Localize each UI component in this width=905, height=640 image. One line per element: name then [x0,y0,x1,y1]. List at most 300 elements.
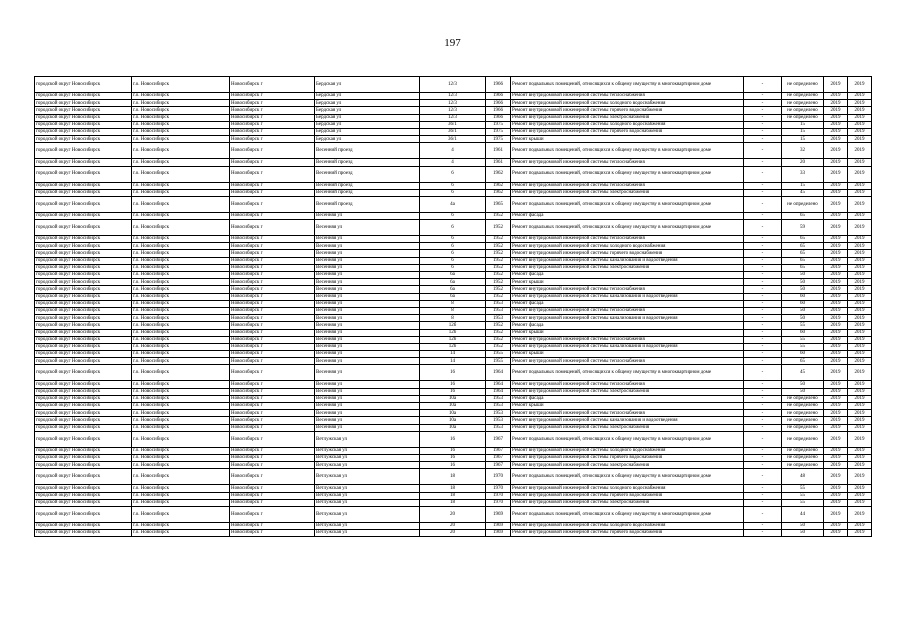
cell-dash: - [744,159,782,166]
cell-street: Весенняя ул [315,243,420,250]
cell-work-type: Ремонт подвальных помещений, относящихся к общему имуществу в многоквартирном доме [511,469,744,485]
cell-cost: 65 [782,243,824,250]
cell-house-number: 36/1 [420,121,486,128]
cell-house-number: 16 [420,447,486,454]
cell-house-number: 12/3 [420,93,486,100]
cell-district: г.о. Новосибирск [132,143,230,159]
cell-street: Весенний проезд [315,166,420,182]
cell-work-type: Ремонт внутридомовой инженерной системы холодного водоснабжения [511,485,744,492]
table-row [35,469,872,485]
cell-dash: - [744,286,782,293]
cell-house-number: 4 [420,159,486,166]
cell-municipality: городской округ Новосибирск [35,365,132,381]
cell-house-number: 6 [420,243,486,250]
cell-plan-start: 2019 [824,166,848,182]
cell-plan-end: 2019 [848,182,872,189]
cell-city: Новосибирск г [230,114,315,121]
cell-municipality: городской округ Новосибирск [35,236,132,243]
cell-city: Новосибирск г [230,381,315,388]
cell-plan-start: 2019 [824,351,848,358]
cell-district: г.о. Новосибирск [132,250,230,257]
cell-street: Весенняя ул [315,388,420,395]
cell-city: Новосибирск г [230,220,315,236]
cell-dash: - [744,454,782,461]
cell-plan-start: 2019 [824,336,848,343]
cell-city: Новосибирск г [230,365,315,381]
cell-district: г.о. Новосибирск [132,77,230,93]
cell-build-year: 1955 [486,351,511,358]
table-row [35,506,872,522]
cell-city: Новосибирск г [230,293,315,300]
cell-work-type: Ремонт внутридомовой инженерной системы теплоснабжения [511,358,744,365]
cell-street: Весенняя ул [315,286,420,293]
table-row [35,189,872,196]
cell-work-type: Ремонт внутридомовой инженерной системы канализования и водоотведения [511,315,744,322]
cell-street: Весенняя ул [315,279,420,286]
cell-dash: - [744,431,782,447]
cell-plan-end: 2019 [848,100,872,107]
cell-dash: - [744,365,782,381]
cell-city: Новосибирск г [230,189,315,196]
cell-city: Новосибирск г [230,143,315,159]
cell-plan-end: 2019 [848,358,872,365]
cell-city: Новосибирск г [230,236,315,243]
cell-cost: 33 [782,166,824,182]
cell-work-type: Ремонт внутридомовой инженерной системы горячего водоснабжения [511,454,744,461]
table-row [35,307,872,314]
cell-plan-start: 2019 [824,212,848,219]
cell-dash: - [744,128,782,135]
cell-district: г.о. Новосибирск [132,93,230,100]
cell-plan-end: 2019 [848,336,872,343]
cell-street: Весенняя ул [315,381,420,388]
cell-street: Бердская ул [315,121,420,128]
cell-plan-end: 2019 [848,395,872,402]
cell-street: Бердская ул [315,77,420,93]
cell-work-type: Ремонт подвальных помещений, относящихся к общему имуществу в многоквартирном доме [511,143,744,159]
cell-district: г.о. Новосибирск [132,454,230,461]
table-row [35,315,872,322]
cell-city: Новосибирск г [230,485,315,492]
cell-work-type: Ремонт внутридомовой инженерной системы теплоснабжения [511,159,744,166]
cell-street: Бердская ул [315,100,420,107]
cell-street: Ветлужская ул [315,499,420,506]
cell-district: г.о. Новосибирск [132,506,230,522]
cell-municipality: городской округ Новосибирск [35,128,132,135]
cell-cost: не определено [782,196,824,212]
cell-house-number: 6 [420,264,486,271]
cell-district: г.о. Новосибирск [132,100,230,107]
cell-plan-start: 2019 [824,329,848,336]
cell-cost: 32 [782,143,824,159]
cell-house-number: 12/3 [420,100,486,107]
cell-dash: - [744,220,782,236]
cell-house-number: 6а [420,293,486,300]
cell-house-number: 12/3 [420,114,486,121]
cell-build-year: 1953 [486,307,511,314]
cell-street: Ветлужская ул [315,530,420,537]
cell-plan-start: 2019 [824,454,848,461]
cell-dash: - [744,307,782,314]
cell-house-number: 10а [420,410,486,417]
cell-plan-end: 2019 [848,381,872,388]
cell-district: г.о. Новосибирск [132,424,230,431]
cell-dash: - [744,300,782,307]
cell-street: Весенняя ул [315,322,420,329]
cell-house-number: 6 [420,212,486,219]
cell-plan-start: 2019 [824,257,848,264]
table-row [35,279,872,286]
table-row [35,293,872,300]
cell-house-number: 6а [420,279,486,286]
table-row [35,264,872,271]
cell-build-year: 1970 [486,485,511,492]
table-row [35,522,872,529]
cell-district: г.о. Новосибирск [132,499,230,506]
cell-district: г.о. Новосибирск [132,166,230,182]
cell-street: Весенний проезд [315,143,420,159]
cell-build-year: 1953 [486,395,511,402]
cell-work-type: Ремонт подвальных помещений, относящихся к общему имуществу в многоквартирном доме [511,506,744,522]
cell-plan-end: 2019 [848,300,872,307]
cell-district: г.о. Новосибирск [132,196,230,212]
cell-city: Новосибирск г [230,424,315,431]
cell-plan-start: 2019 [824,307,848,314]
cell-plan-start: 2019 [824,272,848,279]
cell-city: Новосибирск г [230,522,315,529]
cell-municipality: городской округ Новосибирск [35,530,132,537]
cell-municipality: городской округ Новосибирск [35,447,132,454]
cell-cost: 59 [782,220,824,236]
cell-city: Новосибирск г [230,462,315,469]
cell-cost: 15 [782,136,824,143]
cell-build-year: 1969 [486,530,511,537]
cell-dash: - [744,322,782,329]
cell-build-year: 1970 [486,499,511,506]
cell-city: Новосибирск г [230,469,315,485]
cell-plan-end: 2019 [848,143,872,159]
cell-build-year: 1953 [486,300,511,307]
cell-district: г.о. Новосибирск [132,114,230,121]
cell-house-number: 6 [420,250,486,257]
cell-municipality: городской округ Новосибирск [35,343,132,350]
cell-work-type: Ремонт фасада [511,322,744,329]
table-row [35,128,872,135]
cell-city: Новосибирск г [230,93,315,100]
cell-dash: - [744,243,782,250]
cell-house-number: 16 [420,462,486,469]
table-row [35,454,872,461]
cell-build-year: 1975 [486,121,511,128]
cell-plan-start: 2019 [824,485,848,492]
cell-city: Новосибирск г [230,447,315,454]
cell-plan-start: 2019 [824,365,848,381]
cell-street: Бердская ул [315,136,420,143]
cell-work-type: Ремонт внутридомовой инженерной системы канализования и водоотведения [511,257,744,264]
cell-house-number: 16 [420,454,486,461]
table-row [35,424,872,431]
cell-plan-end: 2019 [848,506,872,522]
cell-build-year: 1952 [486,272,511,279]
table-row [35,93,872,100]
cell-city: Новосибирск г [230,499,315,506]
cell-district: г.о. Новосибирск [132,351,230,358]
cell-plan-end: 2019 [848,454,872,461]
cell-plan-end: 2019 [848,212,872,219]
cell-work-type: Ремонт внутридомовой инженерной системы теплоснабжения [511,286,744,293]
cell-dash: - [744,196,782,212]
cell-municipality: городской округ Новосибирск [35,358,132,365]
cell-house-number: 6 [420,236,486,243]
cell-house-number: 4 [420,143,486,159]
cell-city: Новосибирск г [230,431,315,447]
cell-build-year: 1952 [486,257,511,264]
cell-municipality: городской округ Новосибирск [35,159,132,166]
cell-build-year: 1962 [486,182,511,189]
cell-street: Весенняя ул [315,257,420,264]
table-row [35,300,872,307]
cell-plan-start: 2019 [824,492,848,499]
cell-cost: не определено [782,410,824,417]
cell-dash: - [744,107,782,114]
cell-street: Ветлужская ул [315,469,420,485]
cell-build-year: 1953 [486,315,511,322]
cell-house-number: 20 [420,506,486,522]
cell-city: Новосибирск г [230,272,315,279]
cell-district: г.о. Новосибирск [132,136,230,143]
table-row [35,143,872,159]
table-row [35,250,872,257]
cell-plan-start: 2019 [824,107,848,114]
cell-house-number: 20 [420,530,486,537]
cell-district: г.о. Новосибирск [132,236,230,243]
cell-house-number: 8 [420,300,486,307]
cell-dash: - [744,329,782,336]
cell-district: г.о. Новосибирск [132,530,230,537]
cell-cost: 55 [782,343,824,350]
cell-municipality: городской округ Новосибирск [35,403,132,410]
cell-plan-start: 2019 [824,100,848,107]
cell-street: Весенняя ул [315,417,420,424]
cell-plan-end: 2019 [848,257,872,264]
cell-street: Весенний проезд [315,189,420,196]
cell-house-number: 18 [420,499,486,506]
cell-city: Новосибирск г [230,307,315,314]
cell-dash: - [744,315,782,322]
cell-cost: 20 [782,159,824,166]
cell-city: Новосибирск г [230,243,315,250]
cell-plan-start: 2019 [824,522,848,529]
cell-city: Новосибирск г [230,264,315,271]
cell-cost: 50 [782,522,824,529]
table-row [35,492,872,499]
cell-plan-end: 2019 [848,530,872,537]
cell-dash: - [744,469,782,485]
cell-street: Бердская ул [315,93,420,100]
cell-cost: 50 [782,279,824,286]
table-row [35,136,872,143]
cell-plan-start: 2019 [824,315,848,322]
cell-dash: - [744,236,782,243]
cell-work-type: Ремонт внутридомовой инженерной системы теплоснабжения [511,381,744,388]
table-row [35,447,872,454]
cell-cost: не определено [782,77,824,93]
cell-build-year: 1964 [486,381,511,388]
cell-plan-end: 2019 [848,243,872,250]
cell-municipality: городской округ Новосибирск [35,492,132,499]
cell-dash: - [744,250,782,257]
cell-cost: не определено [782,107,824,114]
cell-plan-end: 2019 [848,189,872,196]
cell-dash: - [744,358,782,365]
cell-plan-start: 2019 [824,236,848,243]
cell-work-type: Ремонт подвальных помещений, относящихся к общему имуществу в многоквартирном доме [511,220,744,236]
cell-work-type: Ремонт внутридомовой инженерной системы электроснабжения [511,499,744,506]
cell-municipality: городской округ Новосибирск [35,182,132,189]
cell-plan-start: 2019 [824,114,848,121]
cell-plan-start: 2019 [824,388,848,395]
cell-work-type: Ремонт внутридомовой инженерной системы электроснабжения [511,114,744,121]
cell-build-year: 1952 [486,264,511,271]
table-row [35,243,872,250]
cell-plan-start: 2019 [824,250,848,257]
cell-work-type: Ремонт внутридомовой инженерной системы электроснабжения [511,189,744,196]
cell-cost: 55 [782,492,824,499]
cell-cost: 15 [782,182,824,189]
cell-cost: 50 [782,307,824,314]
cell-cost: 55 [782,499,824,506]
cell-work-type: Ремонт фасада [511,300,744,307]
cell-build-year: 1964 [486,365,511,381]
cell-dash: - [744,121,782,128]
cell-build-year: 1966 [486,114,511,121]
table-row [35,166,872,182]
cell-street: Весенняя ул [315,264,420,271]
cell-cost: не определено [782,93,824,100]
cell-municipality: городской округ Новосибирск [35,243,132,250]
cell-house-number: 6 [420,189,486,196]
cell-build-year: 1975 [486,128,511,135]
cell-plan-end: 2019 [848,279,872,286]
cell-street: Весенний проезд [315,182,420,189]
cell-dash: - [744,499,782,506]
cell-cost: 65 [782,212,824,219]
cell-street: Весенняя ул [315,329,420,336]
cell-municipality: городской округ Новосибирск [35,485,132,492]
cell-district: г.о. Новосибирск [132,293,230,300]
table-row [35,365,872,381]
cell-city: Новосибирск г [230,250,315,257]
cell-plan-end: 2019 [848,447,872,454]
cell-work-type: Ремонт внутридомовой инженерной системы холодного водоснабжения [511,100,744,107]
cell-dash: - [744,272,782,279]
cell-build-year: 1953 [486,417,511,424]
cell-municipality: городской округ Новосибирск [35,286,132,293]
cell-municipality: городской округ Новосибирск [35,257,132,264]
cell-district: г.о. Новосибирск [132,462,230,469]
cell-plan-start: 2019 [824,395,848,402]
cell-plan-start: 2019 [824,358,848,365]
cell-plan-start: 2019 [824,300,848,307]
cell-city: Новосибирск г [230,257,315,264]
cell-cost: не определено [782,454,824,461]
cell-house-number: 8 [420,307,486,314]
cell-plan-end: 2019 [848,351,872,358]
cell-district: г.о. Новосибирск [132,417,230,424]
cell-plan-end: 2019 [848,388,872,395]
cell-municipality: городской округ Новосибирск [35,293,132,300]
table-row [35,159,872,166]
cell-district: г.о. Новосибирск [132,159,230,166]
cell-house-number: 6а [420,286,486,293]
cell-district: г.о. Новосибирск [132,322,230,329]
cell-cost: 44 [782,506,824,522]
cell-house-number: 12б [420,329,486,336]
cell-municipality: городской округ Новосибирск [35,143,132,159]
cell-dash: - [744,93,782,100]
table-row [35,322,872,329]
cell-cost: 50 [782,381,824,388]
table-row [35,417,872,424]
cell-work-type: Ремонт внутридомовой инженерной системы канализования и водоотведения [511,293,744,300]
cell-street: Весенний проезд [315,159,420,166]
cell-plan-start: 2019 [824,143,848,159]
table-row [35,77,872,93]
cell-plan-start: 2019 [824,417,848,424]
table-row [35,236,872,243]
cell-plan-start: 2019 [824,462,848,469]
cell-cost: не определено [782,417,824,424]
cell-plan-end: 2019 [848,403,872,410]
cell-plan-start: 2019 [824,381,848,388]
cell-city: Новосибирск г [230,403,315,410]
cell-municipality: городской округ Новосибирск [35,315,132,322]
cell-district: г.о. Новосибирск [132,243,230,250]
cell-work-type: Ремонт внутридомовой инженерной системы холодного водоснабжения [511,121,744,128]
cell-plan-start: 2019 [824,182,848,189]
cell-district: г.о. Новосибирск [132,395,230,402]
cell-build-year: 1952 [486,343,511,350]
cell-build-year: 1952 [486,329,511,336]
cell-work-type: Ремонт фасада [511,272,744,279]
cell-district: г.о. Новосибирск [132,381,230,388]
table-row [35,358,872,365]
cell-house-number: 4а [420,196,486,212]
cell-house-number: 18 [420,485,486,492]
cell-plan-end: 2019 [848,417,872,424]
cell-cost: 45 [782,189,824,196]
cell-work-type: Ремонт внутридомовой инженерной системы теплоснабжения [511,336,744,343]
cell-build-year: 1952 [486,212,511,219]
cell-plan-start: 2019 [824,343,848,350]
cell-cost: 15 [782,128,824,135]
cell-municipality: городской округ Новосибирск [35,454,132,461]
cell-house-number: 36/1 [420,136,486,143]
cell-plan-end: 2019 [848,128,872,135]
cell-municipality: городской округ Новосибирск [35,107,132,114]
cell-dash: - [744,506,782,522]
cell-municipality: городской округ Новосибирск [35,264,132,271]
cell-street: Весенняя ул [315,293,420,300]
table-row [35,336,872,343]
cell-plan-start: 2019 [824,128,848,135]
cell-build-year: 1970 [486,469,511,485]
cell-plan-start: 2019 [824,243,848,250]
cell-plan-start: 2019 [824,264,848,271]
cell-dash: - [744,166,782,182]
cell-municipality: городской округ Новосибирск [35,469,132,485]
cell-house-number: 14 [420,351,486,358]
